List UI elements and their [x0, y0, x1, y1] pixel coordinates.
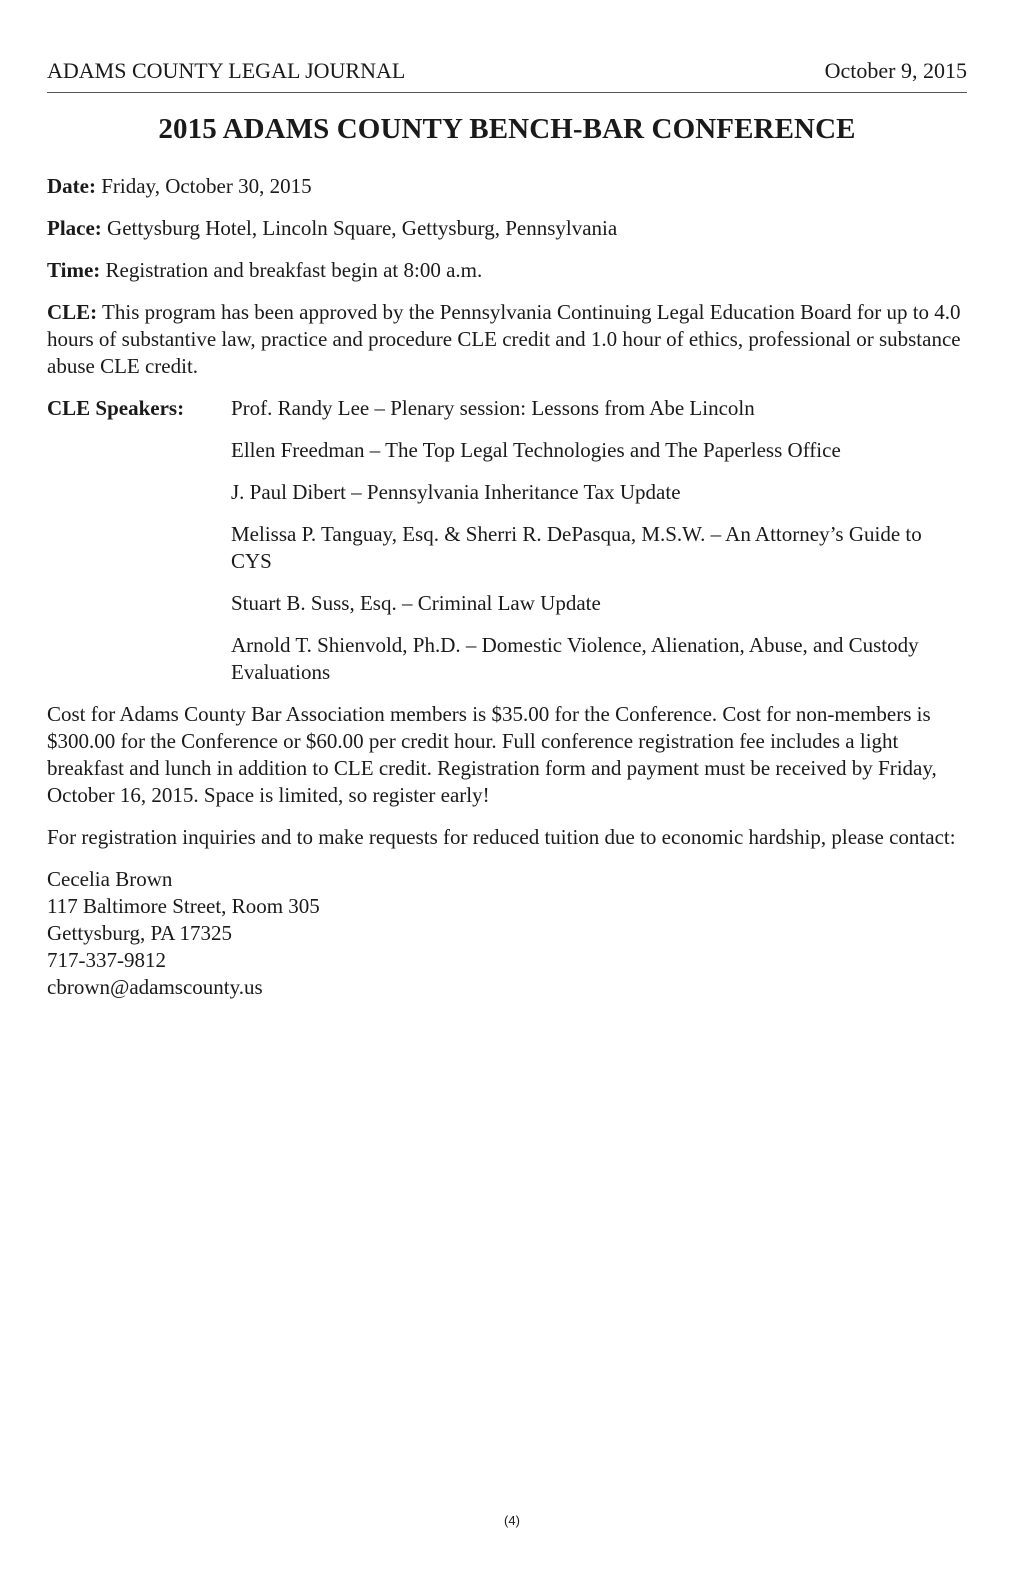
journal-name: ADAMS COUNTY LEGAL JOURNAL [47, 58, 406, 83]
contact-street: 117 Baltimore Street, Room 305 [47, 894, 320, 918]
cle-value: This program has been approved by the Pennsylvania Continuing Legal Education Board for up to 4.0 hours of substantive law, practice and procedure CLE credit and 1.0 hour of ethics, professional or substance abuse CLE credit. [47, 300, 961, 378]
time-value: Registration and breakfast begin at 8:00 a.m. [100, 258, 483, 282]
contact-phone: 717-337-9812 [47, 948, 166, 972]
speaker-item: J. Paul Dibert – Pennsylvania Inheritance Tax Update [231, 480, 681, 504]
page-title: 2015 ADAMS COUNTY BENCH-BAR CONFERENCE [158, 113, 856, 145]
date-value: Friday, October 30, 2015 [95, 174, 312, 198]
page-number: (4) [504, 1513, 520, 1528]
place-field [47, 215, 967, 242]
speaker-list [231, 395, 967, 686]
place-value: Gettysburg Hotel, Lincoln Square, Gettysburg, Pennsylvania [101, 216, 618, 240]
speaker-item: Ellen Freedman – The Top Legal Technologies and The Paperless Office [231, 438, 841, 462]
cost-paragraph: Cost for Adams County Bar Association members is $35.00 for the Conference. Cost for non-members is $300.00 for the Conference or $60.00 per credit hour. Full conference registration fee includes a light breakfast and lunch in addition to CLE credit. Registration form and payment must be received by Friday, October 16, 2015. Space is limited, so register early! [47, 702, 937, 807]
cle-field [47, 299, 967, 380]
place-label: Place: [47, 216, 102, 240]
date-label: Date: [47, 174, 96, 198]
time-field [47, 257, 967, 284]
contact-name: Cecelia Brown [47, 867, 173, 891]
cle-speakers [47, 395, 967, 686]
date-field [47, 173, 967, 200]
issue-date: October 9, 2015 [824, 58, 967, 83]
speaker-item: Arnold T. Shienvold, Ph.D. – Domestic Violence, Alienation, Abuse, and Custody Evaluations [231, 633, 919, 684]
page [47, 58, 967, 1001]
running-header [47, 58, 967, 93]
inquiry-paragraph: For registration inquiries and to make requests for reduced tuition due to economic hardship, please contact: [47, 825, 956, 849]
cle-label: CLE: [47, 300, 98, 324]
contact-email: cbrown@adamscounty.us [47, 975, 263, 999]
speaker-item: Prof. Randy Lee – Plenary session: Lessons from Abe Lincoln [231, 396, 755, 420]
contact-city: Gettysburg, PA 17325 [47, 921, 232, 945]
speakers-label: CLE Speakers: [47, 396, 185, 420]
contact-block [47, 866, 967, 1001]
speaker-item: Melissa P. Tanguay, Esq. & Sherri R. DePasqua, M.S.W. – An Attorney’s Guide to CYS [231, 522, 922, 573]
time-label: Time: [47, 258, 101, 282]
speaker-item: Stuart B. Suss, Esq. – Criminal Law Update [231, 591, 601, 615]
